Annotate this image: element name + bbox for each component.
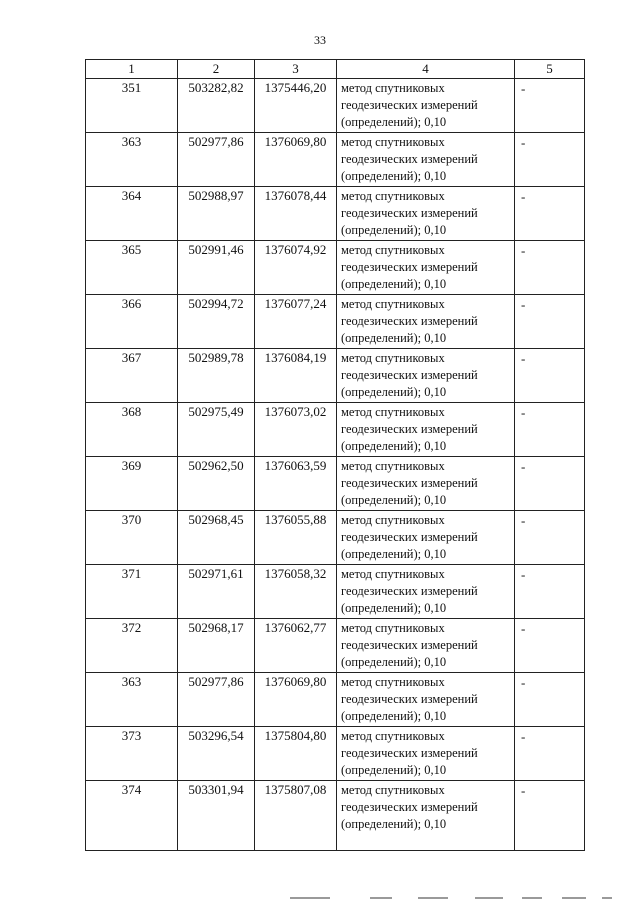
- header-col-1: 1: [86, 60, 178, 79]
- note-cell: -: [515, 457, 585, 511]
- coord-y: 1376069,80: [255, 673, 337, 727]
- note-cell: -: [515, 133, 585, 187]
- table-body: [86, 79, 585, 851]
- coord-x: 502977,86: [178, 133, 255, 187]
- scan-mark: [522, 897, 542, 899]
- point-number: 371: [86, 565, 178, 619]
- coord-x: 503296,54: [178, 727, 255, 781]
- method-line-1: метод спутниковых: [341, 675, 445, 689]
- note-cell: -: [515, 295, 585, 349]
- method-cell: [337, 727, 515, 781]
- header-col-3: 3: [255, 60, 337, 79]
- coord-y: 1376062,77: [255, 619, 337, 673]
- note-cell: -: [515, 727, 585, 781]
- coord-x: 503301,94: [178, 781, 255, 851]
- method-line-1: метод спутниковых: [341, 243, 445, 257]
- method-line-1: метод спутниковых: [341, 513, 445, 527]
- coord-x: 502977,86: [178, 673, 255, 727]
- method-line-1: метод спутниковых: [341, 567, 445, 581]
- note-cell: -: [515, 187, 585, 241]
- method-line-2: геодезических измерений: [341, 314, 478, 328]
- note-cell: -: [515, 781, 585, 851]
- point-number: 370: [86, 511, 178, 565]
- point-number: 368: [86, 403, 178, 457]
- method-line-2: геодезических измерений: [341, 692, 478, 706]
- method-cell: [337, 673, 515, 727]
- method-line-2: геодезических измерений: [341, 368, 478, 382]
- method-line-1: метод спутниковых: [341, 459, 445, 473]
- coord-x: 502975,49: [178, 403, 255, 457]
- scan-mark: [418, 897, 448, 899]
- method-line-1: метод спутниковых: [341, 783, 445, 797]
- note-cell: -: [515, 403, 585, 457]
- method-cell: [337, 349, 515, 403]
- table-row: [86, 187, 585, 241]
- method-line-3: (определений); 0,10: [341, 331, 447, 345]
- method-line-2: геодезических измерений: [341, 98, 478, 112]
- method-line-1: метод спутниковых: [341, 729, 445, 743]
- method-line-1: метод спутниковых: [341, 135, 445, 149]
- table-row: [86, 133, 585, 187]
- table-row: [86, 241, 585, 295]
- method-line-3: (определений); 0,10: [341, 493, 447, 507]
- method-line-3: (определений); 0,10: [341, 439, 447, 453]
- coord-y: 1376063,59: [255, 457, 337, 511]
- coord-x: 503282,82: [178, 79, 255, 133]
- table-row: [86, 511, 585, 565]
- coord-y: 1376084,19: [255, 349, 337, 403]
- coordinates-table: [85, 59, 585, 851]
- method-line-1: метод спутниковых: [341, 351, 445, 365]
- method-line-3: (определений); 0,10: [341, 223, 447, 237]
- note-cell: -: [515, 79, 585, 133]
- coord-y: 1375807,08: [255, 781, 337, 851]
- point-number: 373: [86, 727, 178, 781]
- coord-x: 502971,61: [178, 565, 255, 619]
- coord-y: 1376077,24: [255, 295, 337, 349]
- method-line-1: метод спутниковых: [341, 81, 445, 95]
- point-number: 374: [86, 781, 178, 851]
- table-row: [86, 349, 585, 403]
- method-cell: [337, 133, 515, 187]
- method-cell: [337, 619, 515, 673]
- coord-y: 1376058,32: [255, 565, 337, 619]
- scan-mark: [562, 897, 586, 899]
- method-line-3: (определений); 0,10: [341, 655, 447, 669]
- method-line-3: (определений); 0,10: [341, 547, 447, 561]
- coord-x: 502968,45: [178, 511, 255, 565]
- method-line-1: метод спутниковых: [341, 189, 445, 203]
- coord-x: 502994,72: [178, 295, 255, 349]
- method-cell: [337, 511, 515, 565]
- scan-mark: [290, 897, 330, 899]
- coord-y: 1376073,02: [255, 403, 337, 457]
- note-cell: -: [515, 349, 585, 403]
- method-line-2: геодезических измерений: [341, 530, 478, 544]
- method-cell: [337, 187, 515, 241]
- point-number: 351: [86, 79, 178, 133]
- method-line-2: геодезических измерений: [341, 638, 478, 652]
- coord-x: 502968,17: [178, 619, 255, 673]
- table-header: [86, 60, 585, 79]
- method-line-2: геодезических измерений: [341, 800, 478, 814]
- scan-mark: [602, 897, 612, 899]
- method-cell: [337, 79, 515, 133]
- method-line-2: геодезических измерений: [341, 422, 478, 436]
- method-cell: [337, 457, 515, 511]
- method-line-1: метод спутниковых: [341, 621, 445, 635]
- method-cell: [337, 565, 515, 619]
- point-number: 366: [86, 295, 178, 349]
- method-line-3: (определений); 0,10: [341, 763, 447, 777]
- method-line-2: геодезических измерений: [341, 152, 478, 166]
- note-cell: -: [515, 619, 585, 673]
- method-cell: [337, 781, 515, 851]
- table-row: [86, 727, 585, 781]
- coord-y: 1376078,44: [255, 187, 337, 241]
- header-col-5: 5: [515, 60, 585, 79]
- point-number: 363: [86, 133, 178, 187]
- method-line-2: геодезических измерений: [341, 584, 478, 598]
- coord-y: 1376074,92: [255, 241, 337, 295]
- point-number: 372: [86, 619, 178, 673]
- table-row: [86, 295, 585, 349]
- coord-x: 502988,97: [178, 187, 255, 241]
- method-line-1: метод спутниковых: [341, 405, 445, 419]
- coord-x: 502962,50: [178, 457, 255, 511]
- note-cell: -: [515, 241, 585, 295]
- note-cell: -: [515, 565, 585, 619]
- method-line-3: (определений); 0,10: [341, 277, 447, 291]
- table-row: [86, 457, 585, 511]
- method-line-3: (определений); 0,10: [341, 115, 447, 129]
- coord-x: 502989,78: [178, 349, 255, 403]
- scan-artifact-marks: [290, 897, 620, 901]
- scan-mark: [475, 897, 503, 899]
- method-cell: [337, 295, 515, 349]
- method-line-3: (определений); 0,10: [341, 817, 447, 831]
- scan-mark: [370, 897, 392, 899]
- method-cell: [337, 403, 515, 457]
- point-number: 367: [86, 349, 178, 403]
- method-line-2: геодезических измерений: [341, 476, 478, 490]
- table-row: [86, 79, 585, 133]
- coord-y: 1376069,80: [255, 133, 337, 187]
- coord-y: 1376055,88: [255, 511, 337, 565]
- method-cell: [337, 241, 515, 295]
- point-number: 364: [86, 187, 178, 241]
- note-cell: -: [515, 673, 585, 727]
- method-line-3: (определений); 0,10: [341, 709, 447, 723]
- header-col-2: 2: [178, 60, 255, 79]
- point-number: 363: [86, 673, 178, 727]
- page-number: 33: [314, 33, 326, 47]
- header-col-4: 4: [337, 60, 515, 79]
- method-line-3: (определений); 0,10: [341, 169, 447, 183]
- table-row: [86, 781, 585, 851]
- method-line-2: геодезических измерений: [341, 260, 478, 274]
- method-line-2: геодезических измерений: [341, 206, 478, 220]
- coord-y: 1375804,80: [255, 727, 337, 781]
- note-cell: -: [515, 511, 585, 565]
- method-line-2: геодезических измерений: [341, 746, 478, 760]
- method-line-1: метод спутниковых: [341, 297, 445, 311]
- point-number: 365: [86, 241, 178, 295]
- method-line-3: (определений); 0,10: [341, 385, 447, 399]
- table-row: [86, 565, 585, 619]
- table-row: [86, 673, 585, 727]
- coord-x: 502991,46: [178, 241, 255, 295]
- table-row: [86, 403, 585, 457]
- table-row: [86, 619, 585, 673]
- method-line-3: (определений); 0,10: [341, 601, 447, 615]
- coord-y: 1375446,20: [255, 79, 337, 133]
- point-number: 369: [86, 457, 178, 511]
- header-row: [86, 60, 585, 79]
